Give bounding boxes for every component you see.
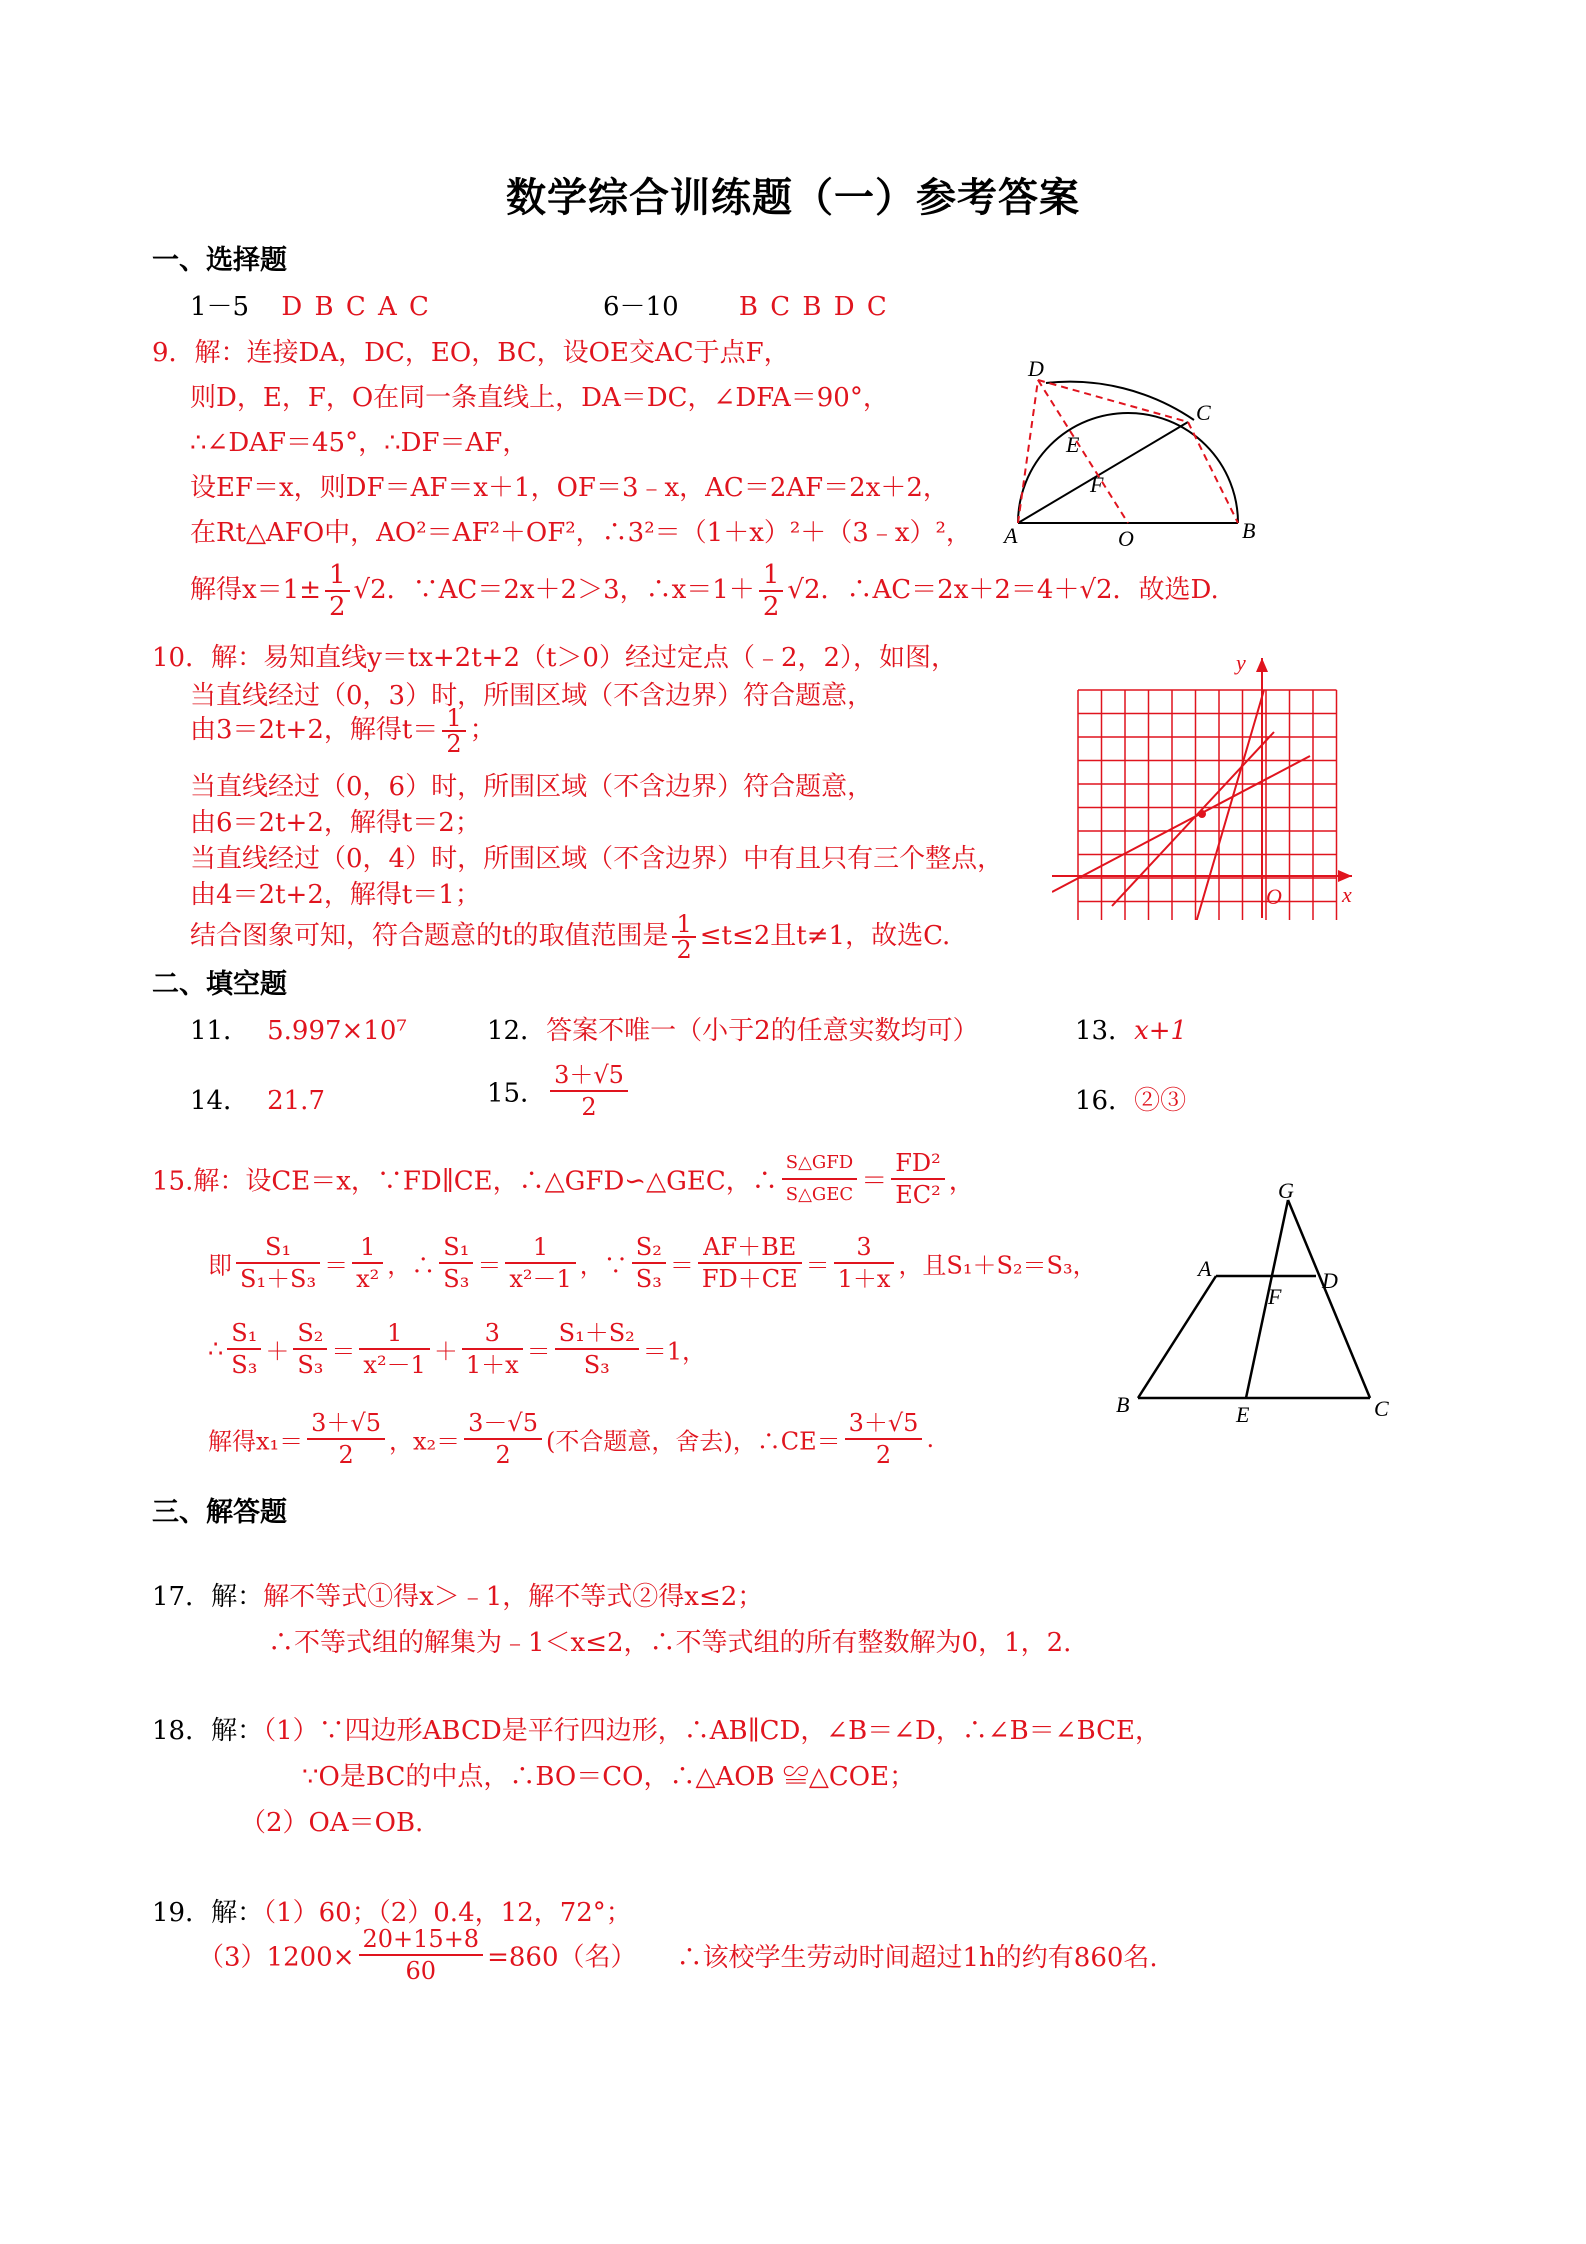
q10-line5: 由6＝2t+2，解得t＝2； (190, 808, 481, 838)
frac-denominator: x²－1 (363, 1351, 426, 1379)
q14-answer: 21.7 (267, 1086, 325, 1116)
q15-line3: ∴ $\frac{\text{S₁}}{\text{S₃}}$ ＋ $\frac{\text{S₂}}{\text{S₃}}$ ＝ $\frac{1}{\text{x²－1}}$ ＋ $\frac{3}{1+x}$ ＝ $\frac{\text{S₁＋S₂}}{\text{S₃}}$ ＝1， (208, 1319, 707, 1379)
q15-line4-d: . (926, 1425, 935, 1453)
page-title: 数学综合训练题（一）参考答案 (506, 174, 1080, 221)
label-c: C (1196, 400, 1211, 425)
frac-numerator: 1 (672, 912, 695, 938)
q15-line4 (208, 1408, 934, 1470)
label-d: D (1028, 360, 1044, 381)
q19-line1-text: （1）60；（2）0.4，12，72°； (263, 1898, 632, 1928)
q15-area-ratio (782, 1148, 857, 1210)
q15-line1-a: 15.解：设CE＝x，∵FD∥CE，∴△GFD∽△GEC，∴ (152, 1166, 778, 1197)
segment-ab (1138, 1276, 1216, 1398)
q19-line2 (198, 1924, 1158, 1986)
choice-row (190, 286, 431, 323)
frac-denominator: 2 (338, 1441, 354, 1469)
segment-ge (1246, 1200, 1288, 1398)
frac-numerator: FD² (891, 1148, 945, 1180)
fill-q11 (190, 1010, 407, 1047)
label-c: C (1374, 1396, 1389, 1421)
frac-numerator: S₁ (439, 1232, 473, 1264)
q18-line3: （2）OA＝OB. (240, 1808, 424, 1838)
frac-numerator: AF＋BE (698, 1232, 802, 1264)
frac-denominator: S₃ (231, 1351, 258, 1379)
figure-q15-trapezoid (1108, 1180, 1398, 1430)
frac-denominator: 60 (405, 1957, 437, 1985)
q19-line2-c: ∴该校学生劳动时间超过1h的约有860名. (676, 1942, 1158, 1973)
label-a: A (1004, 523, 1018, 548)
q13-label: 13． (1075, 1016, 1135, 1046)
frac-denominator: 2 (446, 730, 462, 758)
frac-numerator: S₂ (293, 1318, 327, 1350)
fill-q13 (1075, 1010, 1187, 1047)
q15-line3-b: ＝1， (642, 1337, 707, 1366)
line-t1 (1112, 732, 1274, 906)
line-thalf (1052, 756, 1310, 892)
frac-denominator: EC² (895, 1181, 941, 1209)
q15-line1 (152, 1148, 975, 1210)
q15-l2-f6 (698, 1232, 802, 1294)
q15-line1-c: ， (948, 1166, 975, 1197)
q15-line4-c: (不合题意，舍去)，∴CE＝ (546, 1427, 841, 1456)
frac-numerator: 1 (759, 560, 784, 592)
fill-q15 (487, 1060, 632, 1122)
q15-l2-f7 (834, 1232, 895, 1294)
q13-answer: x+1 (1134, 1016, 1188, 1046)
q9-line2: 则D，E，F，O在同一条直线上，DA＝DC，∠DFA＝90°， (190, 383, 889, 413)
choice-row-2 (603, 286, 889, 323)
q9-fraction-2 (759, 560, 784, 622)
q15-l2-f3 (439, 1232, 473, 1294)
fill-q14 (190, 1080, 325, 1117)
q16-label: 16． (1075, 1086, 1135, 1116)
label-f: F (1090, 472, 1104, 497)
q9-fraction-1 (325, 560, 350, 622)
frac-denominator: x²－1 (509, 1265, 572, 1293)
frac-numerator: 3＋√5 (307, 1408, 385, 1440)
q9-line4: 设EF＝x，则DF＝AF＝x＋1，OF＝3﹣x，AC＝2AF＝2x＋2， (190, 473, 949, 503)
frac-numerator: S₁ (236, 1232, 320, 1264)
q15-l3-f1 (227, 1318, 261, 1380)
frac-numerator: S₁＋S₂ (555, 1318, 639, 1350)
frac-denominator: 2 (329, 592, 346, 622)
label-origin: O (1266, 884, 1282, 909)
q15-label: 15． (487, 1078, 547, 1109)
q15-l2-f4 (505, 1232, 575, 1294)
q19-label: 19．解： (152, 1898, 264, 1928)
label-f: F (1268, 1284, 1282, 1309)
q10-line2: 当直线经过（0，3）时，所围区域（不含边界）符合题意， (190, 681, 874, 711)
frac-denominator: 2 (581, 1093, 597, 1121)
label-e: E (1236, 1402, 1250, 1427)
q10-line7: 由4＝2t+2，解得t＝1； (190, 880, 481, 910)
label-x: x (1342, 882, 1352, 907)
segment-do (1038, 380, 1128, 523)
q15-line4-a: 解得x₁＝ (208, 1427, 304, 1456)
q15-line2-b: ，且S₁＋S₂＝S₃， (898, 1251, 1097, 1280)
segment-cb (1188, 422, 1238, 523)
label-e: E (1066, 432, 1080, 457)
line-t2 (1188, 690, 1264, 920)
frac-numerator: 3 (462, 1318, 523, 1350)
q15-l2-f5 (632, 1232, 666, 1294)
choice-group2-label: 6－10 (603, 292, 679, 322)
q14-label: 14． (190, 1086, 250, 1116)
frac-numerator: 1 (442, 706, 465, 732)
q9-line1: 9．解：连接DA，DC，EO，BC，设OE交AC于点F， (152, 338, 790, 368)
segment-gc (1288, 1200, 1370, 1398)
label-a: A (1198, 1256, 1212, 1281)
fixed-point (1198, 810, 1206, 818)
frac-denominator: S₁＋S₃ (240, 1265, 317, 1293)
q9-line5: 在Rt△AFO中，AO²＝AF²＋OF²，∴3²＝（1＋x）²＋（3﹣x）²， (190, 518, 972, 548)
frac-denominator: FD＋CE (701, 1265, 798, 1293)
q10-fraction-2 (672, 912, 695, 962)
section-fill-heading: 二、填空题 (152, 969, 287, 1000)
q10-line6: 当直线经过（0，4）时，所围区域（不含边界）中有且只有三个整点， (190, 844, 1004, 874)
q10-line1: 10．解：易知直线y＝tx+2t+2（t＞0）经过定点（﹣2，2），如图， (152, 643, 958, 673)
q15-l2-f1 (236, 1232, 320, 1294)
frac-denominator: S△GEC (785, 1184, 854, 1205)
q11-label: 11． (190, 1016, 250, 1046)
q17-line2: ∴不等式组的解集为﹣1＜x≤2，∴不等式组的所有整数解为0，1，2. (268, 1628, 1072, 1658)
q16-answer: ②③ (1134, 1086, 1187, 1116)
q9-line6 (190, 560, 1219, 622)
q15-l3-f5 (555, 1318, 639, 1380)
q18-label: 18．解： (152, 1716, 264, 1746)
label-y: y (1236, 650, 1246, 675)
label-o: O (1118, 526, 1134, 550)
q15-l4-f1 (307, 1408, 385, 1470)
q10-line3 (190, 706, 496, 756)
q9-line6-c: √2．∴AC＝2x＋2＝4＋√2．故选D. (787, 575, 1219, 605)
label-g: G (1278, 1180, 1294, 1203)
frac-numerator: 1 (359, 1318, 429, 1350)
choice-group1-answers: D B C A C (281, 292, 431, 322)
q15-l3-f2 (293, 1318, 327, 1380)
q17-line1-text: 解不等式①得x＞﹣1，解不等式②得x≤2； (263, 1582, 764, 1612)
q15-l4-f2 (464, 1408, 542, 1470)
q9-line6-b: √2．∵AC＝2x＋2＞3，∴x＝1＋ (353, 575, 755, 605)
frac-denominator: 2 (762, 592, 780, 622)
q18-line1 (152, 1710, 1161, 1747)
figure-q9-semicircle (990, 360, 1280, 550)
frac-denominator: S₃ (443, 1265, 470, 1293)
q9-line3: ∴∠DAF＝45°，∴DF＝AF， (190, 428, 529, 458)
frac-numerator: 20+15+8 (359, 1924, 484, 1956)
frac-denominator: S₃ (583, 1351, 610, 1379)
fill-q12 (487, 1010, 979, 1047)
label-b: B (1116, 1392, 1130, 1417)
frac-numerator: 1 (325, 560, 350, 592)
label-d: D (1322, 1268, 1338, 1293)
label-b: B (1242, 518, 1256, 543)
section-choice-heading: 一、选择题 (152, 245, 287, 276)
q19-line2-b: =860（名） (487, 1942, 637, 1973)
frac-numerator: 3 (834, 1232, 895, 1264)
frac-numerator: S₁ (227, 1318, 261, 1350)
q18-line1-text: （1）∵四边形ABCD是平行四边形，∴AB∥CD，∠B＝∠D，∴∠B＝∠BCE， (263, 1716, 1162, 1746)
frac-numerator: 1 (352, 1232, 383, 1264)
q12-answer: 答案不唯一（小于2的任意实数均可） (546, 1016, 979, 1046)
q15-line2-a: 即 (208, 1251, 232, 1280)
q15-line2: 即 $\frac{\text{S₁}}{\text{S₁＋S₃}}$ ＝ $\frac{1}{\text{x²}}$ ，∴ $\frac{\text{S₁}}{\text{S₃}}$ ＝ $\frac{1}{\text{x²－1}}$ ，∵ $\frac{\text{S₂}}{\text{S₃}}$ ＝ $\frac{AF+BE}{FD+CE}$ ＝ $\frac{3}{1+x}$ ，且S₁＋S₂＝S₃， (208, 1233, 1097, 1293)
q15-line4-b: ，x₂＝ (389, 1427, 461, 1456)
q15-line1-b: ＝ (861, 1166, 888, 1197)
q10-line3-a: 由3＝2t+2，解得t＝ (190, 715, 439, 745)
y-axis-arrow (1256, 658, 1268, 672)
frac-denominator: 2 (495, 1441, 511, 1469)
x-axis-arrow (1338, 870, 1352, 882)
q19-line2-a: （3）1200× (198, 1942, 355, 1973)
q15-side-ratio (891, 1148, 945, 1210)
frac-numerator: 1 (505, 1232, 575, 1264)
q15-l3-f4 (462, 1318, 523, 1380)
semicircle-arc (1018, 413, 1238, 523)
frac-numerator: 3＋√5 (550, 1060, 628, 1092)
q10-line8 (190, 912, 950, 962)
q11-answer: 5.997×10⁷ (267, 1016, 407, 1046)
q15-l2-f2 (352, 1232, 383, 1294)
frac-denominator: 2 (676, 936, 692, 964)
q18-line2: ∵O是BC的中点，∴BO＝CO，∴△AOB ≌△COE； (302, 1762, 916, 1792)
q17-line1 (152, 1576, 763, 1613)
frac-numerator: 3－√5 (464, 1408, 542, 1440)
q10-fraction-1 (442, 706, 465, 756)
choice-group1-label: 1－5 (190, 292, 250, 322)
q19-fraction (359, 1924, 484, 1986)
fill-q16 (1075, 1080, 1186, 1117)
q12-label: 12． (487, 1016, 547, 1046)
frac-denominator: 2 (875, 1441, 892, 1469)
frac-denominator: 1＋x (465, 1351, 519, 1379)
frac-numerator: S△GFD (782, 1148, 857, 1180)
frac-numerator: 3＋√5 (845, 1408, 923, 1440)
figure-q10-grid (1052, 650, 1362, 920)
frac-denominator: x² (356, 1265, 380, 1293)
q10-line3-b: ； (469, 715, 496, 745)
q10-line8-a: 结合图象可知，符合题意的t的取值范围是 (190, 921, 669, 951)
frac-denominator: S₃ (635, 1265, 662, 1293)
q9-line6-a: 解得x＝1± (190, 575, 321, 605)
q15-l3-f3 (359, 1318, 429, 1380)
frac-denominator: 1＋x (837, 1265, 891, 1293)
q17-label: 17．解： (152, 1582, 264, 1612)
q10-line8-b: ≤t≤2且t≠1，故选C. (699, 921, 951, 951)
q10-line4: 当直线经过（0，6）时，所围区域（不含边界）符合题意， (190, 772, 874, 802)
frac-denominator: S₃ (297, 1351, 324, 1379)
q15-l4-f3 (845, 1408, 923, 1470)
q15-fraction (550, 1060, 628, 1122)
choice-group2-answers: B C B D C (738, 292, 889, 322)
frac-numerator: S₂ (632, 1232, 666, 1264)
section-solve-heading: 三、解答题 (152, 1497, 287, 1528)
